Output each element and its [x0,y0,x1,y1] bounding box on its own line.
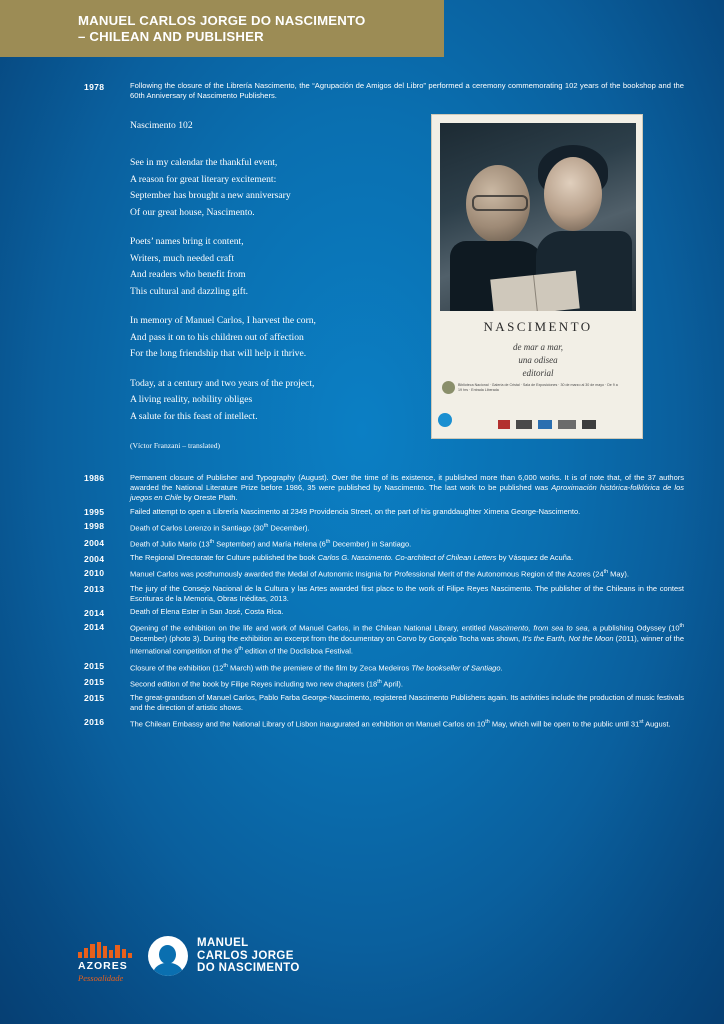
timeline-entry [84,553,684,564]
poem-line: This cultural and dazzling gift. [130,285,249,297]
timeline-entry [84,584,684,604]
poem-line: For the long friendship that will help it thrive. [130,348,307,360]
timeline-entry-1978 [0,57,724,102]
timeline-entry [84,473,684,504]
portrait-silhouette-icon [148,936,188,976]
poster-title: NASCIMENTO [483,318,593,334]
poem-line: A salute for this feast of intellect. [130,410,258,422]
entry-year: 2013 [84,584,105,595]
entry-year: 2015 [84,661,105,672]
entry-text: Closure of the exhibition (12th March) with the premiere of the film by Zeca Medeiros The bookseller of Santiago. [130,662,503,673]
timeline-entry [84,607,684,618]
entry-text: The jury of the Consejo Nacional de la Cultura y las Artes awarded first place to the work of Filipe Reyes Nascimento. The publisher of the Chileans in the contest Escrituras de la Memoria, Obras Inéditas, 2013. [130,583,684,603]
entry-year: 2004 [84,553,105,564]
entry-year: 1978 [84,81,105,92]
mc-logo-line3: DO NASCIMENTO [197,962,300,975]
entry-text: Death of Elena Ester in San José, Costa Rica. [130,607,284,617]
entry-text: Second edition of the book by Filipe Reyes including two new chapters (18th April). [130,678,403,689]
poem-title: Nascimento 102 [130,119,193,131]
entry-text: Opening of the exhibition on the life and work of Manuel Carlos, in the Chilean National Library, entitled Nascimento, from sea to sea, a publishing Odyssey (10th December) (photo 3). During the exhibition an excerpt from the documentary on Corvo by Gonçalo Tocha was shown, It’s the Earth, Not the Moon (2011), winner of the international competition of the 9th edition of the Doclisboa Festival. [130,623,684,656]
poem-line: A living reality, nobility obliges [130,394,253,406]
entry-year: 2016 [84,717,105,728]
timeline-entry [84,537,684,550]
poem-line: And pass it on to his children out of affection [130,331,304,343]
entry-text: Death of Carlos Lorenzo in Santiago (30th December). [130,522,310,533]
page-content [0,57,724,733]
poem-line: Writers, much needed craft [130,252,235,264]
entry-text: Death of Julio Mario (13th September) and María Helena (6th December) in Santiago. [130,539,412,549]
poster-sponsor-bar [440,411,636,429]
poster-figure-right [544,157,602,231]
poster-subtitle-line1: de mar a mar, [512,341,563,352]
timeline-entry [84,507,684,518]
poster-photograph [440,123,636,311]
mc-logo-line1: MANUEL [197,937,249,950]
entry-year: 1998 [84,521,105,532]
poem-credit: (Víctor Franzani – translated) [130,441,221,451]
entry-text: The great-grandson of Manuel Carlos, Pablo Farba George-Nascimento, registered Nascimento Publishers again. Its activities include the production of music festivals and the direction of artistic shows. [130,692,684,713]
entry-year: 2015 [84,693,105,704]
poem-section [0,118,724,455]
page-footer [0,928,724,1024]
poem-line: Of our great house, Nascimento. [130,206,255,218]
poem-line: See in my calendar the thankful event, [130,157,278,169]
page-header [0,0,444,57]
page-title [78,13,365,44]
entry-text: The Regional Directorate for Culture published the book Carlos G. Nascimento. Co-architect of Chilean Letters by Vásquez de Acuña. [130,553,574,563]
poster-subtitle [432,341,643,380]
entry-text: Following the closure of the Librería Nascimento, the “Agrupación de Amigos del Libro” performed a ceremony commemorating 102 years of the bookshop and the 60th Anniversary of Nascimento Publishers. [130,81,684,101]
timeline-entry [84,661,684,674]
timeline-entry [84,717,684,730]
manuel-carlos-logo [148,936,300,976]
page-title-line2: – CHILEAN AND PUBLISHER [78,28,264,44]
manuel-carlos-logo-text [197,937,300,975]
poem-stanza-1 [130,155,420,221]
exhibition-poster-image [431,114,643,439]
page-title-line1: MANUEL CARLOS JORGE DO NASCIMENTO [78,13,366,28]
mc-logo-line2: CARLOS JORGE [197,949,294,962]
poster-seal-icon [442,381,455,394]
entry-year: 2015 [84,677,105,688]
poem-line: A reason for great literary excitement: [130,173,277,185]
entry-year: 1986 [84,473,105,484]
poem-stanza-3 [130,313,420,363]
azores-logo-name: AZORES [78,960,128,972]
poster-footer-text: Biblioteca Nacional · Galería de Cristal · Sala de Exposiciones · 30 de marzo al 30 de mayo · De 9 a 19 hrs · Entrada Liberada [458,382,618,392]
entry-text: The Chilean Embassy and the National Library of Lisbon inaugurated an exhibition on Manuel Carlos on 10th May, which will be open to the public until 31st August. [130,718,671,729]
poem-line: Today, at a century and two years of the project, [130,377,315,389]
poem-line: September has brought a new anniversary [130,190,291,202]
timeline-entry [84,567,684,580]
entry-text: Manuel Carlos was posthumously awarded the Medal of Autonomic Insignia for Professional Merit of the Autonomous Region of the Azores (24th May). [130,569,629,579]
entry-year: 2004 [84,537,105,548]
timeline-entry [84,693,684,713]
poem-stanza-2 [130,234,420,300]
azores-bars-icon [78,942,132,958]
entry-year: 1995 [84,507,105,518]
timeline-list [0,473,724,730]
entry-year: 2014 [84,621,105,632]
azores-logo [78,942,132,983]
poster-figure-left [466,165,530,243]
entry-text: Permanent closure of Publisher and Typography (August). Over the time of its existence, it published more than 6,000 works. It is of note that, of the 37 authors awarded the National Literature Prize before 1986, 35 were published by Nascimento. The last work to be published was Aproximación histórica-folklórica de los juegos en Chile by Oreste Plath. [130,472,684,503]
poster-subtitle-line2: una odisea [518,354,558,365]
poem-line: And readers who benefit from [130,269,246,281]
poem-line: Poets’ names bring it content, [130,236,244,248]
azores-logo-tagline: Pessoalidade [78,973,124,983]
poem-line: In memory of Manuel Carlos, I harvest the corn, [130,315,316,327]
entry-year: 2014 [84,607,105,618]
entry-year: 2010 [84,567,105,578]
poem [130,118,420,455]
poem-stanza-4 [130,376,420,426]
timeline-entry [84,521,684,534]
timeline-entry [84,677,684,690]
entry-text: Failed attempt to open a Librería Nascimento at 2349 Providencia Street, on the part of his granddaughter Ximena George-Nascimento. [130,506,581,516]
poster-subtitle-line3: editorial [522,367,554,378]
timeline-entry [84,621,684,657]
